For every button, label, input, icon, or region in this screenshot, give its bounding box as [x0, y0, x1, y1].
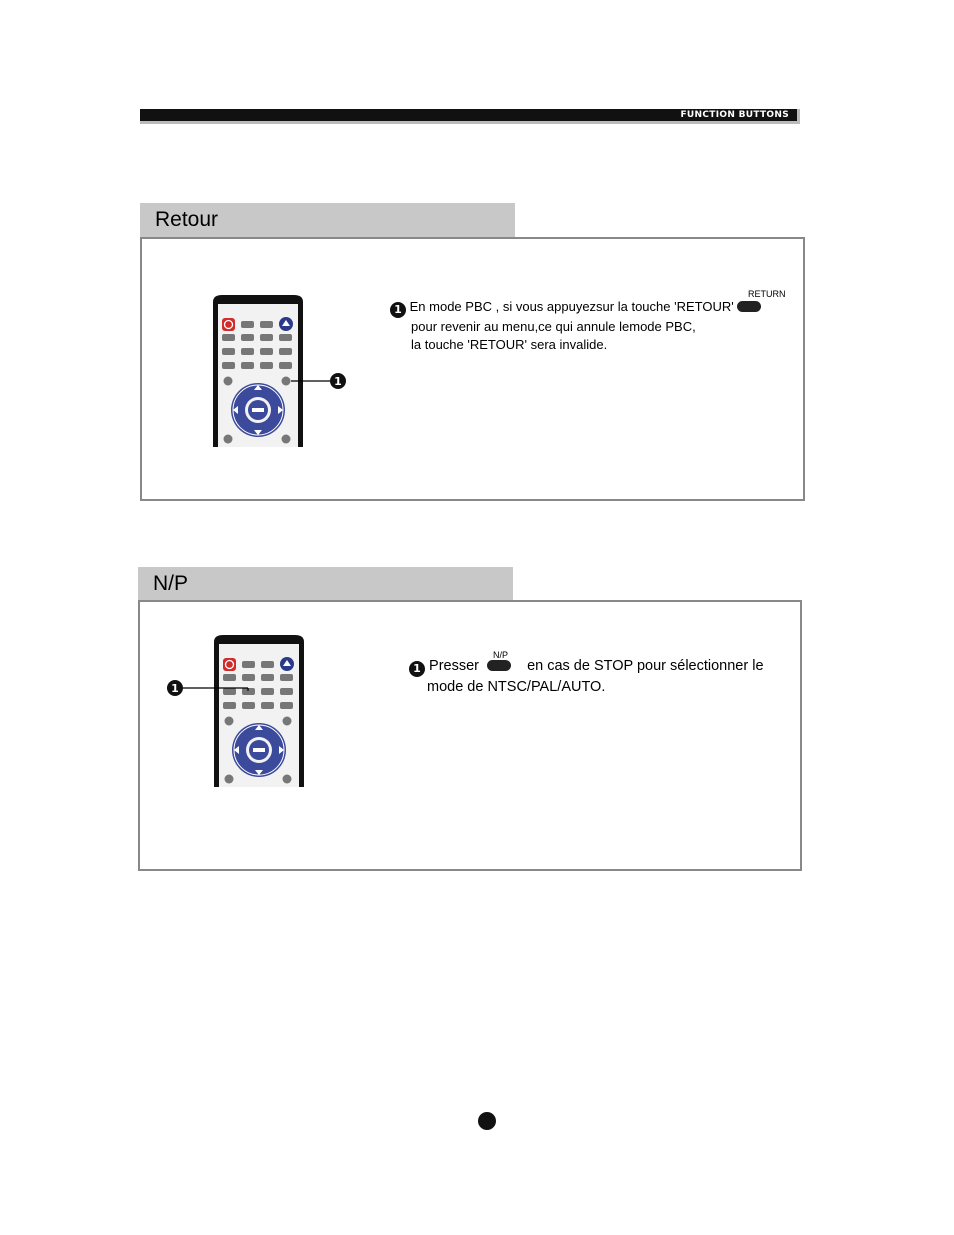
- page-number-dot: [478, 1112, 496, 1130]
- remote-illustration: [165, 632, 310, 790]
- description-line-1: 1 En mode PBC , si vous appuyezsur la touche 'RETOUR': [390, 298, 790, 318]
- callout-number: 1: [334, 375, 342, 388]
- step-number-badge: 1: [409, 661, 425, 677]
- return-key-icon: [737, 301, 761, 312]
- header-title: FUNCTION BUTTONS: [680, 110, 789, 120]
- description-line-1: 1 Presser en cas de STOP pour sélectionner le: [409, 656, 809, 677]
- header-bar: [140, 109, 800, 124]
- section-tab-retour: [140, 203, 515, 238]
- section-title: N/P: [153, 572, 189, 595]
- np-key-icon: [487, 660, 511, 671]
- remote-illustration: [210, 292, 350, 450]
- section-tab-np: [138, 567, 513, 602]
- return-key-label: RETURN: [748, 289, 786, 299]
- description-line-2: mode de NTSC/PAL/AUTO.: [427, 679, 606, 695]
- section-description: [409, 656, 809, 697]
- np-key-label: N/P: [493, 650, 509, 660]
- description-line-3: la touche 'RETOUR' sera invalide.: [411, 337, 608, 352]
- callout-number: 1: [171, 682, 179, 695]
- section-title: Retour: [155, 208, 219, 231]
- description-line-2: pour revenir au menu,ce qui annule lemode PBC,: [411, 319, 696, 334]
- step-number-badge: 1: [390, 302, 406, 318]
- section-description: [390, 298, 790, 354]
